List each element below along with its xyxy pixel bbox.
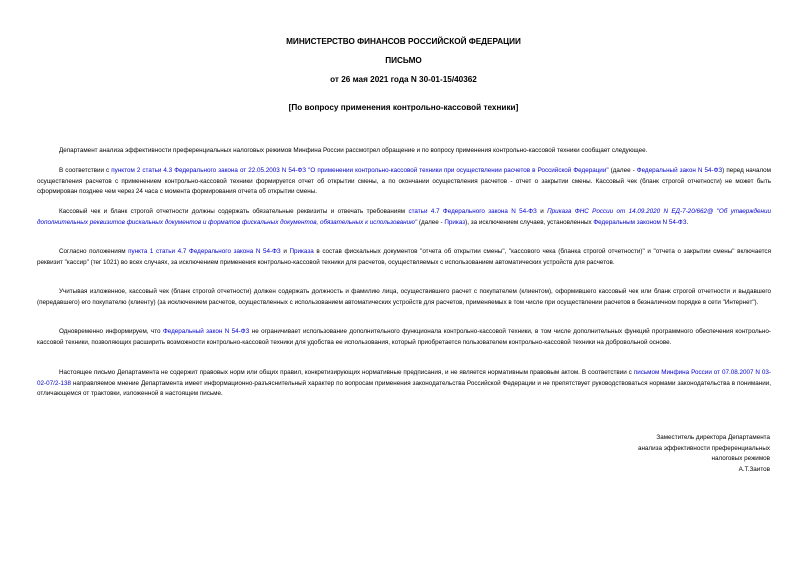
link-article-4-7[interactable]: статьи 4.7 Федерального закона N 54-ФЗ (408, 208, 537, 215)
link-order[interactable]: Приказа (289, 248, 314, 255)
paragraph-text: не ограничивает использование дополнительного функционала контрольно-кассовой техники, в том числе дополнительных функций программного обеспечения контрольно-кассовой техники, позволяющих расширить возможности контрольно-кассовой техники для удобства ее использования, который приобретается пользователем контрольно-кассовой техники на добровольной основе. (37, 328, 771, 346)
paragraph-text: В соответствии с (59, 167, 112, 174)
paragraph-text: ) перед началом осуществления расчетов с применением контрольно-кассовой техники формируется отчет об открытии смены, а по окончании осуществления расчетов - отчет о закрытии смены. Кассовый чек (бланк строгой отчетности) не может быть сформирован позднее чем через 24 часа с момента формирования отчета об открытии смены. (37, 167, 772, 195)
paragraph-text: (далее - (608, 167, 637, 174)
paragraph-text: Одновременно информируем, что (59, 328, 163, 335)
paragraph-4 (37, 247, 771, 268)
link-minfin-letter[interactable]: письмом Минфина России от 07.08.2007 N 03-02-07/2-138 (37, 369, 771, 387)
paragraph-text: и (280, 248, 290, 255)
paragraph-text: Согласно положениям (59, 248, 129, 255)
link-federal-law-54[interactable]: Федеральный закон N 54-ФЗ (636, 167, 723, 174)
link-fns-order[interactable]: Приказа ФНС России от 14.09.2020 N ЕД-7-20/662@ "Об утверждении дополнительных реквизитов фискальных документов и форматов фискальных документов, обязательных к использованию" (37, 208, 771, 226)
signature-line: налоговых режимов (711, 455, 770, 462)
header-date-number: от 26 мая 2021 года N 30-01-15/40362 (330, 75, 477, 84)
paragraph-text: (далее - (417, 218, 445, 226)
paragraph-intro (37, 146, 771, 157)
signature-name: А.Т.Заитов (738, 465, 770, 473)
paragraph-text: Учитывая изложенное, кассовый чек (бланк строгой отчетности) должен содержать должность и фамилию лица, осуществившего расчет с покупателем (клиентом), оформившего кассовый чек или бланк строгой отчетности и выдавшего (передавшего) его покупателю (клиенту) (за исключением расчетов, осуществленных с использованием автоматических устройств для расчетов, применяемых в том числе при осуществлении расчетов в безналичном порядке в сети "Интернет"). (37, 288, 771, 306)
header-doc-type: ПИСЬМО (385, 56, 422, 65)
signature-block (570, 433, 770, 475)
link-order[interactable]: Приказ (444, 218, 466, 226)
paragraph-text: ), за исключением случаев, установленных (465, 218, 594, 226)
paragraph-text: Департамент анализа эффективности преференциальных налоговых режимов Минфина России рассмотрел обращение и по вопросу применения контрольно-кассовой техники сообщает следующее. (59, 147, 648, 154)
link-law-article-4-3[interactable]: пунктом 2 статьи 4.3 Федерального закона от 22.05.2003 N 54-ФЗ "О применении контрольно-кассовой техники при осуществлении расчетов в Российской Федерации" (111, 167, 609, 174)
link-federal-law-54[interactable]: Федеральный закон N 54-ФЗ (162, 328, 250, 335)
link-federal-law-54[interactable]: Федеральным законом N 54-ФЗ (593, 218, 687, 226)
paragraph-5 (37, 287, 771, 308)
paragraph-6 (37, 327, 771, 348)
header-subject: [По вопросу применения контрольно-кассовой техники] (288, 103, 519, 112)
paragraph-text: направляемое мнение Департамента имеет информационно-разъяснительный характер по вопросам применения законодательства Российской Федерации и не препятствует руководствоваться нормами законодательства в понимании, отличающемся от трактовки, изложенной в настоящем письме. (37, 379, 771, 397)
paragraph-text: . (686, 218, 689, 226)
paragraph-text: Настоящее письмо Департамента не содержит правовых норм или общих правил, конкретизирующих нормативные предписания, и не является нормативным правовым актом. В соответствии с (59, 369, 634, 376)
link-article-4-7-p1[interactable]: пункта 1 статьи 4.7 Федерального закона N 54-ФЗ (128, 248, 281, 255)
paragraph-text: в состав фискальных документов "отчета об открытии смены", "кассового чека (бланка строгой отчетности)" и "отчета о закрытии смены" включается реквизит "кассир" (тег 1021) во всех случаях, за исключением применения контрольно-кассовой техники для расчетов, осуществляемых с использованием автоматических устройств для расчетов. (37, 248, 771, 266)
signature-line: Заместитель директора Департамента (656, 434, 770, 441)
paragraph-2 (37, 166, 771, 198)
paragraph-3 (37, 207, 771, 228)
paragraph-text: Кассовый чек и бланк строгой отчетности должны содержать обязательные реквизиты и отвечать требованиям (59, 208, 409, 215)
signature-line: анализа эффективности преференциальных (637, 444, 770, 452)
paragraph-text: и (536, 208, 548, 215)
header-ministry: МИНИСТЕРСТВО ФИНАНСОВ РОССИЙСКОЙ ФЕДЕРАЦИИ (286, 37, 521, 46)
paragraph-7 (37, 368, 771, 400)
